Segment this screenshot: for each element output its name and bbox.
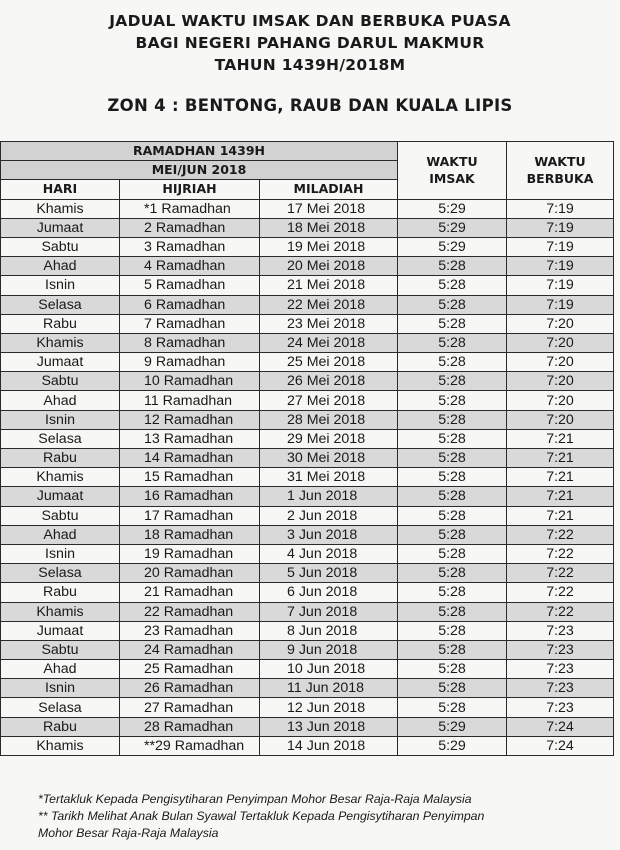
miladiah-cell: 29 Mei 2018	[260, 429, 398, 448]
miladiah-cell: 17 Mei 2018	[260, 199, 398, 218]
table-row	[1, 429, 614, 448]
imsak-time-cell: 5:28	[398, 506, 507, 525]
day-cell: Sabtu	[1, 640, 120, 659]
hijriah-cell: 11 Ramadhan	[120, 391, 260, 410]
table-row	[1, 583, 614, 602]
hijriah-cell: 9 Ramadhan	[120, 353, 260, 372]
berbuka-time-cell: 7:22	[507, 583, 614, 602]
miladiah-cell: 14 Jun 2018	[260, 736, 398, 755]
miladiah-cell: 5 Jun 2018	[260, 564, 398, 583]
day-cell: Khamis	[1, 736, 120, 755]
berbuka-time-cell: 7:23	[507, 660, 614, 679]
miladiah-cell: 28 Mei 2018	[260, 410, 398, 429]
title-line-3: TAHUN 1439H/2018M	[214, 56, 406, 74]
miladiah-cell: 31 Mei 2018	[260, 468, 398, 487]
table-row	[1, 410, 614, 429]
berbuka-time-cell: 7:21	[507, 449, 614, 468]
table-row	[1, 372, 614, 391]
hijriah-cell: 15 Ramadhan	[120, 468, 260, 487]
table-row	[1, 199, 614, 218]
miladiah-cell: 23 Mei 2018	[260, 314, 398, 333]
berbuka-time-cell: 7:20	[507, 410, 614, 429]
day-cell: Sabtu	[1, 372, 120, 391]
table-row	[1, 353, 614, 372]
imsak-time-cell: 5:28	[398, 295, 507, 314]
day-cell: Jumaat	[1, 353, 120, 372]
day-cell: Selasa	[1, 564, 120, 583]
day-cell: Ahad	[1, 525, 120, 544]
table-row	[1, 468, 614, 487]
day-cell: Jumaat	[1, 218, 120, 237]
day-cell: Rabu	[1, 314, 120, 333]
miladiah-cell: 12 Jun 2018	[260, 698, 398, 717]
berbuka-time-cell: 7:23	[507, 640, 614, 659]
berbuka-time-cell: 7:22	[507, 525, 614, 544]
berbuka-time-cell: 7:19	[507, 218, 614, 237]
miladiah-cell: 7 Jun 2018	[260, 602, 398, 621]
table-row	[1, 487, 614, 506]
day-cell: Selasa	[1, 698, 120, 717]
imsak-time-cell: 5:28	[398, 333, 507, 352]
berbuka-time-cell: 7:21	[507, 487, 614, 506]
miladiah-cell: 8 Jun 2018	[260, 621, 398, 640]
table-row	[1, 314, 614, 333]
schedule-table	[0, 141, 614, 756]
miladiah-cell: 1 Jun 2018	[260, 487, 398, 506]
imsak-time-cell: 5:29	[398, 218, 507, 237]
hijriah-cell: 6 Ramadhan	[120, 295, 260, 314]
imsak-time-cell: 5:28	[398, 429, 507, 448]
berbuka-header-line1: WAKTU	[534, 154, 586, 170]
berbuka-time-cell: 7:20	[507, 353, 614, 372]
table-row	[1, 449, 614, 468]
hijriah-cell: 25 Ramadhan	[120, 660, 260, 679]
imsak-time-cell: 5:28	[398, 276, 507, 295]
zone-heading: ZON 4 : BENTONG, RAUB DAN KUALA LIPIS	[107, 96, 513, 115]
schedule-rows	[1, 199, 614, 755]
day-cell: Khamis	[1, 333, 120, 352]
day-cell: Jumaat	[1, 487, 120, 506]
imsak-time-cell: 5:28	[398, 640, 507, 659]
imsak-header	[398, 142, 507, 200]
berbuka-time-cell: 7:23	[507, 679, 614, 698]
hijriah-cell: 24 Ramadhan	[120, 640, 260, 659]
imsak-time-cell: 5:28	[398, 583, 507, 602]
day-cell: Sabtu	[1, 506, 120, 525]
berbuka-header-line2: BERBUKA	[526, 171, 594, 187]
imsak-time-cell: 5:28	[398, 564, 507, 583]
imsak-time-cell: 5:28	[398, 257, 507, 276]
berbuka-time-cell: 7:19	[507, 295, 614, 314]
hijriah-cell: 23 Ramadhan	[120, 621, 260, 640]
berbuka-time-cell: 7:20	[507, 372, 614, 391]
hijriah-cell: 12 Ramadhan	[120, 410, 260, 429]
imsak-header-line2: IMSAK	[429, 171, 475, 187]
miladiah-cell: 4 Jun 2018	[260, 544, 398, 563]
table-row	[1, 295, 614, 314]
footnote-1: *Tertakluk Kepada Pengisytiharan Penyimpan Mohor Besar Raja-Raja Malaysia	[38, 792, 472, 806]
table-row	[1, 736, 614, 755]
table-row	[1, 564, 614, 583]
miladiah-cell: 24 Mei 2018	[260, 333, 398, 352]
table-row	[1, 276, 614, 295]
berbuka-time-cell: 7:21	[507, 468, 614, 487]
imsak-time-cell: 5:29	[398, 717, 507, 736]
miladiah-cell: 21 Mei 2018	[260, 276, 398, 295]
hijriah-cell: 22 Ramadhan	[120, 602, 260, 621]
imsak-time-cell: 5:29	[398, 199, 507, 218]
day-cell: Khamis	[1, 468, 120, 487]
hijriah-cell: 10 Ramadhan	[120, 372, 260, 391]
table-row	[1, 679, 614, 698]
miladiah-cell: 26 Mei 2018	[260, 372, 398, 391]
hijriah-cell: 14 Ramadhan	[120, 449, 260, 468]
day-cell: Ahad	[1, 391, 120, 410]
imsak-time-cell: 5:28	[398, 314, 507, 333]
berbuka-time-cell: 7:24	[507, 736, 614, 755]
table-row	[1, 237, 614, 256]
day-cell: Rabu	[1, 717, 120, 736]
imsak-header-line1: WAKTU	[426, 154, 478, 170]
miladiah-cell: 22 Mei 2018	[260, 295, 398, 314]
berbuka-time-cell: 7:20	[507, 314, 614, 333]
hijriah-cell: 28 Ramadhan	[120, 717, 260, 736]
title-line-1: JADUAL WAKTU IMSAK DAN BERBUKA PUASA	[109, 12, 511, 30]
table-row	[1, 257, 614, 276]
hijriah-cell: 18 Ramadhan	[120, 525, 260, 544]
miladiah-header: MILADIAH	[260, 180, 398, 199]
imsak-time-cell: 5:28	[398, 660, 507, 679]
hijriah-cell: 16 Ramadhan	[120, 487, 260, 506]
ramadhan-header: RAMADHAN 1439H	[1, 142, 398, 161]
miladiah-cell: 3 Jun 2018	[260, 525, 398, 544]
table-row	[1, 391, 614, 410]
hari-header: HARI	[1, 180, 120, 199]
hijriah-cell: 5 Ramadhan	[120, 276, 260, 295]
hijriah-cell: 17 Ramadhan	[120, 506, 260, 525]
hijriah-cell: 27 Ramadhan	[120, 698, 260, 717]
table-row	[1, 621, 614, 640]
berbuka-time-cell: 7:19	[507, 237, 614, 256]
berbuka-time-cell: 7:19	[507, 276, 614, 295]
hijriah-cell: 4 Ramadhan	[120, 257, 260, 276]
imsak-time-cell: 5:28	[398, 391, 507, 410]
day-cell: Jumaat	[1, 621, 120, 640]
berbuka-time-cell: 7:19	[507, 199, 614, 218]
table-row	[1, 544, 614, 563]
berbuka-header	[507, 142, 614, 200]
imsak-time-cell: 5:28	[398, 487, 507, 506]
imsak-time-cell: 5:29	[398, 736, 507, 755]
table-row	[1, 525, 614, 544]
hijriah-cell: 13 Ramadhan	[120, 429, 260, 448]
miladiah-cell: 19 Mei 2018	[260, 237, 398, 256]
hijriah-cell: 8 Ramadhan	[120, 333, 260, 352]
title-line-2: BAGI NEGERI PAHANG DARUL MAKMUR	[135, 34, 485, 52]
berbuka-time-cell: 7:19	[507, 257, 614, 276]
day-cell: Khamis	[1, 199, 120, 218]
miladiah-cell: 11 Jun 2018	[260, 679, 398, 698]
miladiah-cell: 2 Jun 2018	[260, 506, 398, 525]
imsak-time-cell: 5:28	[398, 410, 507, 429]
imsak-time-cell: 5:28	[398, 544, 507, 563]
table-row	[1, 717, 614, 736]
hijriah-cell: 2 Ramadhan	[120, 218, 260, 237]
hijriah-cell: 20 Ramadhan	[120, 564, 260, 583]
imsak-time-cell: 5:28	[398, 525, 507, 544]
imsak-time-cell: 5:28	[398, 602, 507, 621]
day-cell: Ahad	[1, 660, 120, 679]
berbuka-time-cell: 7:21	[507, 506, 614, 525]
table-row	[1, 640, 614, 659]
imsak-time-cell: 5:28	[398, 449, 507, 468]
footnotes	[38, 791, 608, 842]
miladiah-cell: 20 Mei 2018	[260, 257, 398, 276]
month-header: MEI/JUN 2018	[1, 161, 398, 180]
imsak-time-cell: 5:28	[398, 468, 507, 487]
imsak-time-cell: 5:28	[398, 353, 507, 372]
hijriah-cell: 7 Ramadhan	[120, 314, 260, 333]
hijriah-cell: **29 Ramadhan	[120, 736, 260, 755]
table-row	[1, 698, 614, 717]
berbuka-time-cell: 7:24	[507, 717, 614, 736]
table-row	[1, 660, 614, 679]
miladiah-cell: 9 Jun 2018	[260, 640, 398, 659]
miladiah-cell: 27 Mei 2018	[260, 391, 398, 410]
footnote-2-line1: ** Tarikh Melihat Anak Bulan Syawal Tertakluk Kepada Pengisytiharan Penyimpan	[38, 809, 485, 823]
hijriah-header: HIJRIAH	[120, 180, 260, 199]
berbuka-time-cell: 7:20	[507, 391, 614, 410]
imsak-time-cell: 5:29	[398, 237, 507, 256]
miladiah-cell: 6 Jun 2018	[260, 583, 398, 602]
day-cell: Isnin	[1, 679, 120, 698]
berbuka-time-cell: 7:22	[507, 544, 614, 563]
day-cell: Selasa	[1, 429, 120, 448]
miladiah-cell: 25 Mei 2018	[260, 353, 398, 372]
day-cell: Sabtu	[1, 237, 120, 256]
hijriah-cell: 3 Ramadhan	[120, 237, 260, 256]
document-title	[0, 10, 620, 76]
day-cell: Isnin	[1, 276, 120, 295]
imsak-time-cell: 5:28	[398, 679, 507, 698]
miladiah-cell: 30 Mei 2018	[260, 449, 398, 468]
day-cell: Selasa	[1, 295, 120, 314]
day-cell: Isnin	[1, 410, 120, 429]
berbuka-time-cell: 7:23	[507, 698, 614, 717]
day-cell: Ahad	[1, 257, 120, 276]
day-cell: Rabu	[1, 449, 120, 468]
table-row	[1, 506, 614, 525]
berbuka-time-cell: 7:20	[507, 333, 614, 352]
imsak-time-cell: 5:28	[398, 372, 507, 391]
miladiah-cell: 13 Jun 2018	[260, 717, 398, 736]
berbuka-time-cell: 7:22	[507, 564, 614, 583]
day-cell: Khamis	[1, 602, 120, 621]
table-row	[1, 218, 614, 237]
miladiah-cell: 18 Mei 2018	[260, 218, 398, 237]
day-cell: Isnin	[1, 544, 120, 563]
hijriah-cell: 26 Ramadhan	[120, 679, 260, 698]
hijriah-cell: *1 Ramadhan	[120, 199, 260, 218]
miladiah-cell: 10 Jun 2018	[260, 660, 398, 679]
table-row	[1, 333, 614, 352]
berbuka-time-cell: 7:22	[507, 602, 614, 621]
day-cell: Rabu	[1, 583, 120, 602]
imsak-time-cell: 5:28	[398, 621, 507, 640]
footnote-2-line2: Mohor Besar Raja-Raja Malaysia	[38, 826, 219, 840]
hijriah-cell: 19 Ramadhan	[120, 544, 260, 563]
imsak-time-cell: 5:28	[398, 698, 507, 717]
table-row	[1, 602, 614, 621]
hijriah-cell: 21 Ramadhan	[120, 583, 260, 602]
berbuka-time-cell: 7:21	[507, 429, 614, 448]
berbuka-time-cell: 7:23	[507, 621, 614, 640]
